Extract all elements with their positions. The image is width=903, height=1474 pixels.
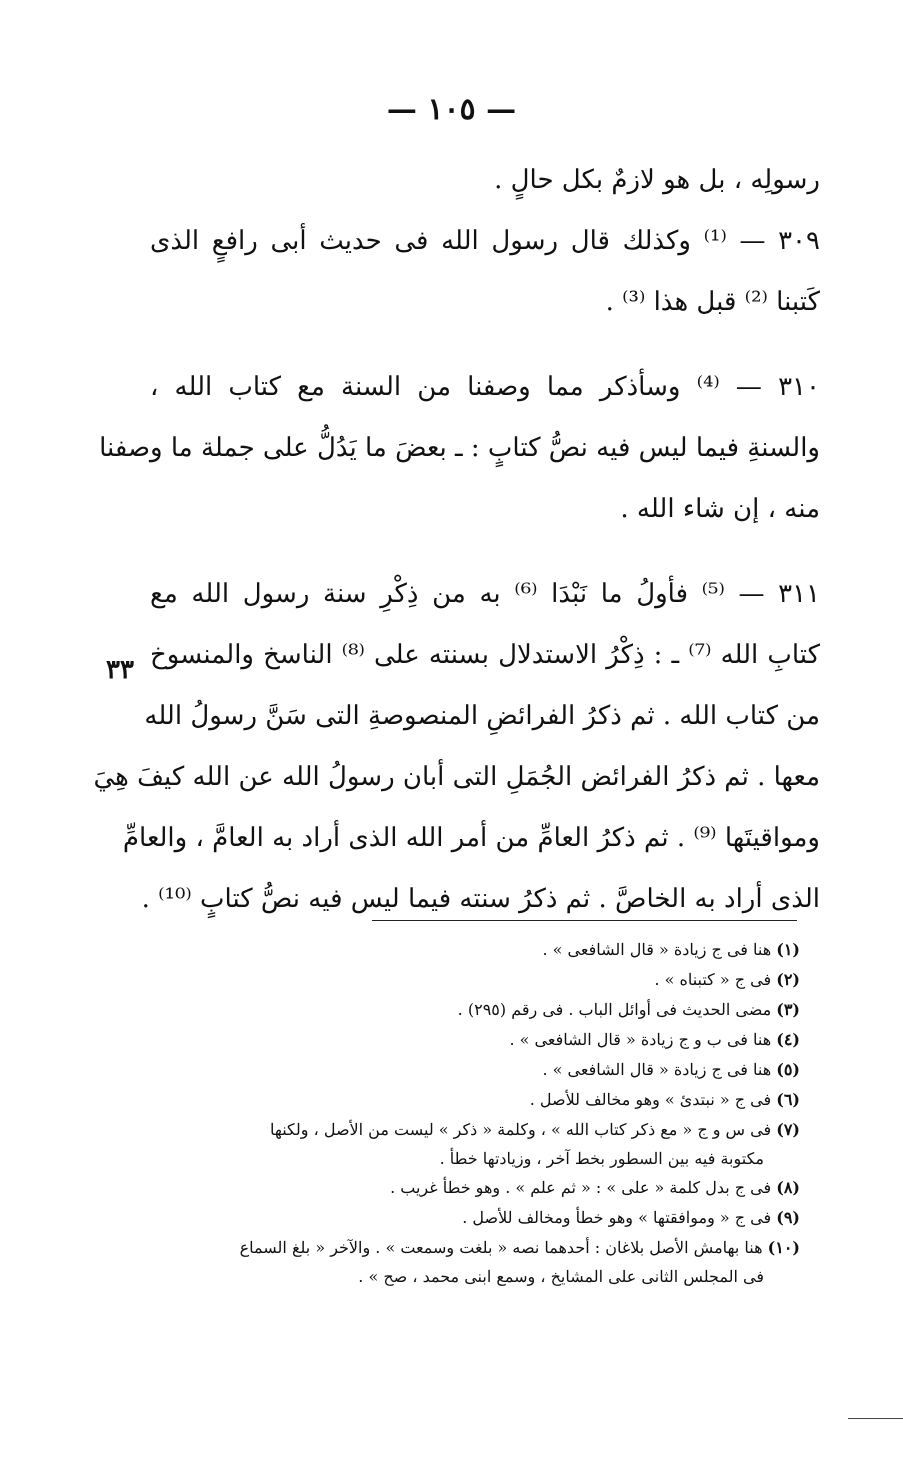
footnote-continuation: فى المجلس الثانى على المشايخ ، وسمع ابنى محمد ، صح » . [358,1267,764,1286]
footnote-text: فى ج « كتبناه » . [654,970,772,989]
page-number: — ١٠٥ — [386,92,517,127]
footnote [160,1055,800,1085]
footnote-number: (٥) [776,1060,800,1079]
footnote-text: هنا فى ج زيادة « قال الشافعى » . [542,940,772,959]
footnote-text: هنا فى ج زيادة « قال الشافعى » . [542,1060,772,1079]
text-line: ومواقيتَها ⁽⁹⁾ . ثم ذكرُ العامِّ من أمر الله الذى أراد به العامَّ ، والعامِّ [122,823,820,853]
text-line: منه ، إن شاء الله . [620,494,820,524]
footnote-text: فى ج « نبتدئ » وهو مخالف للأصل . [529,1090,772,1109]
footnote-text: فى ج بدل كلمة « على » : « ثم علم » . وهو خطأ غريب . [390,1178,772,1197]
paragraph-gap [150,540,820,564]
text-line: معها . ثم ذكرُ الفرائض الجُمَلِ التى أبان رسولُ الله عن الله كيفَ هِيَ [93,762,820,792]
margin-page-number: ٣٣ [106,655,134,685]
footnote-separator [372,920,797,921]
text-line: رسولِه ، بل هو لازمٌ بكل حالٍ . [494,165,820,195]
footnote [160,935,800,965]
footnote-number: (١) [776,940,800,959]
footnote-number: (٢) [776,970,800,989]
text-line: كَتبنا ⁽²⁾ قبل هذا ⁽³⁾ . [605,287,820,317]
footnote [160,1025,800,1055]
footnote-number: (٨) [776,1178,800,1197]
footnote [160,1085,800,1115]
footnote-number: (٤) [776,1030,800,1049]
footnote [160,1203,800,1233]
footnote-text: فى ج « وموافقتها » وهو خطأ ومخالف للأصل . [462,1208,772,1227]
text-line: والسنةِ فيما ليس فيه نصُّ كتابٍ : ـ بعضَ ما يَدُلُّ على جملة ما وصفنا [99,433,820,463]
text-line: من كتاب الله . ثم ذكرُ الفرائضِ المنصوصةِ التى سَنَّ رسولُ الله [144,701,820,731]
footnote-number: (٧) [776,1120,800,1139]
footnote [160,995,800,1025]
footnote-number: (١٠) [767,1238,800,1257]
text-line: ٣١١ — ⁽⁵⁾ فأولُ ما نَبْدَا ⁽⁶⁾ به من ذِكْرِ سنة رسول الله مع [150,579,821,609]
footnote [160,965,800,995]
footnote-number: (٦) [776,1090,800,1109]
paragraph-gap [150,333,820,357]
text-line: ٣١٠ — ⁽⁴⁾ وسأذكر مما وصفنا من السنة مع كتاب الله ، [150,372,820,402]
footnote-text: هنا فى ب و ج زيادة « قال الشافعى » . [509,1030,772,1049]
footnote-number: (٣) [776,1000,800,1019]
text-line: كتابِ الله ⁽⁷⁾ ـ : ذِكْرُ الاستدلال بسنته على ⁽⁸⁾ الناسخ والمنسوخ [150,640,820,670]
footnotes-block [160,935,800,1291]
footnote-text: هنا بهامش الأصل بلاغان : أحدهما نصه « بلغت وسمعت » . والآخر « بلغ السماع [239,1238,763,1257]
footnote-continuation: مكتوبة فيه بين السطور بخط آخر ، وزيادتها خطأ . [439,1149,764,1168]
footnote [160,1233,800,1263]
footnote [160,1115,800,1145]
corner-rule [848,1418,903,1419]
footnote-text: مضى الحديث فى أوائل الباب . فى رقم (٢٩٥) . [457,1000,772,1019]
text-line: ٣٠٩ — ⁽¹⁾ وكذلك قال رسول الله فى حديث أبى رافعٍ الذى [150,226,820,256]
footnote-number: (٩) [776,1208,800,1227]
footnote [160,1173,800,1203]
footnote-text: فى س و ج « مع ذكر كتاب الله » ، وكلمة « ذكر » ليست من الأصل ، ولكنها [269,1120,772,1139]
text-line: الذى أراد به الخاصَّ . ثم ذكرُ سنته فيما ليس فيه نصُّ كتابٍ ⁽¹⁰⁾ . [141,884,820,914]
